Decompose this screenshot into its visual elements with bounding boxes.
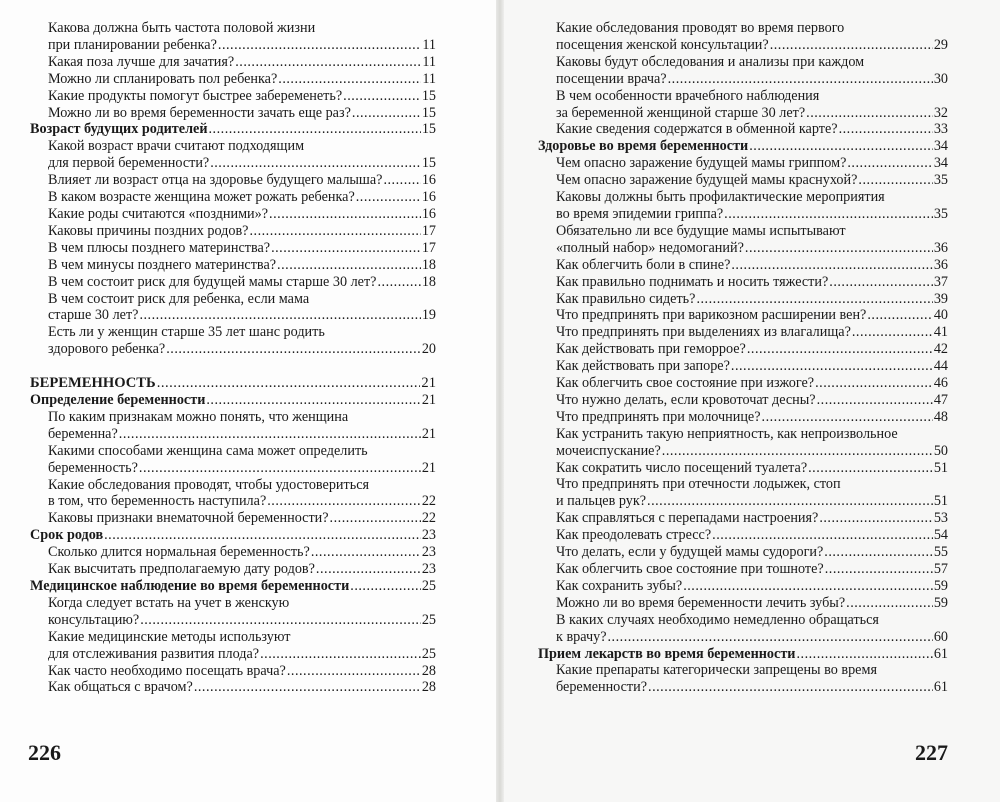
entry-page-number: 53 bbox=[933, 510, 948, 527]
entry-page-number: 59 bbox=[933, 577, 948, 594]
toc-entry bbox=[534, 257, 948, 274]
toc-entry bbox=[26, 291, 436, 325]
entry-title-line: Прием лекарств во время беременности bbox=[538, 645, 796, 662]
entry-page-number: 54 bbox=[933, 527, 948, 544]
entry-title-line: беременна? bbox=[48, 425, 118, 442]
entry-page-number: 28 bbox=[421, 679, 436, 696]
dot-leader bbox=[662, 443, 933, 460]
entry-page-number: 61 bbox=[933, 679, 948, 696]
dot-leader bbox=[762, 409, 933, 426]
dot-leader bbox=[731, 257, 932, 274]
entry-page-number: 23 bbox=[421, 544, 436, 561]
entry-title-line: Какова должна быть частота половой жизни bbox=[48, 20, 316, 36]
right-page bbox=[500, 0, 1000, 802]
dot-leader bbox=[852, 324, 933, 341]
entry-page-number: 60 bbox=[933, 628, 948, 645]
dot-leader bbox=[194, 679, 421, 696]
dot-leader bbox=[209, 121, 421, 138]
dot-leader bbox=[745, 240, 933, 257]
entry-page-number: 17 bbox=[421, 239, 436, 256]
dot-leader bbox=[796, 646, 932, 663]
entry-page-number: 11 bbox=[422, 36, 436, 53]
toc-entry bbox=[534, 392, 948, 409]
entry-title-line: Сколько длится нормальная беременность? bbox=[48, 544, 310, 561]
book-gutter bbox=[496, 0, 504, 802]
entry-title-line: В каком возрасте женщина может рожать ребенка? bbox=[48, 189, 355, 206]
entry-title-line: Когда следует встать на учет в женскую bbox=[48, 594, 290, 611]
entry-title-line: Есть ли у женщин старше 35 лет шанс родить bbox=[48, 324, 325, 341]
entry-page-number: 61 bbox=[933, 645, 948, 662]
toc-entry bbox=[534, 662, 948, 696]
dot-leader bbox=[647, 493, 933, 510]
dot-leader bbox=[316, 561, 421, 578]
entry-title-line: Как устранить такую неприятность, как непроизвольное bbox=[556, 425, 898, 442]
entry-title-line: Можно ли во время беременности лечить зубы? bbox=[556, 594, 846, 611]
toc-entry bbox=[26, 561, 436, 578]
toc-entry bbox=[534, 291, 948, 308]
dot-leader bbox=[119, 426, 421, 443]
toc-entry bbox=[26, 206, 436, 223]
toc-entry bbox=[26, 105, 436, 122]
dot-leader bbox=[817, 392, 933, 409]
toc-entry bbox=[534, 223, 948, 257]
entry-title-line: По каким признакам можно понять, что женщина bbox=[48, 408, 349, 425]
dot-leader bbox=[749, 138, 933, 155]
entry-page-number: 25 bbox=[421, 611, 436, 628]
dot-leader bbox=[683, 578, 933, 595]
entry-title-line: Обязательно ли все будущие мамы испытывают bbox=[556, 222, 846, 239]
dot-leader bbox=[608, 629, 933, 646]
entry-page-number: 21 bbox=[421, 459, 436, 476]
entry-title-line: Какой возраст врачи считают подходящим bbox=[48, 138, 305, 155]
dot-leader bbox=[806, 105, 933, 122]
entry-title-line: Как сократить число посещений туалета? bbox=[556, 459, 808, 476]
entry-title-line: Как преодолевать стресс? bbox=[556, 527, 712, 544]
entry-page-number: 59 bbox=[933, 594, 948, 611]
entry-title-line: Какие обследования проводят, чтобы удостовериться bbox=[48, 476, 370, 493]
entry-page-number: 25 bbox=[421, 645, 436, 662]
toc-entry bbox=[26, 477, 436, 511]
page-number: 227 bbox=[915, 740, 948, 765]
entry-page-number: 20 bbox=[421, 341, 436, 358]
toc-entry bbox=[534, 375, 948, 392]
entry-title-line: Как облегчить свое состояние при тошноте? bbox=[556, 561, 824, 577]
entry-title-line: Определение беременности bbox=[30, 392, 206, 409]
entry-title-line: посещения женской консультации? bbox=[556, 36, 769, 53]
entry-page-number: 39 bbox=[933, 290, 948, 307]
toc-entry bbox=[534, 341, 948, 358]
toc-entry bbox=[534, 307, 948, 324]
entry-page-number: 15 bbox=[421, 104, 436, 121]
toc-entry bbox=[26, 223, 436, 240]
dot-leader bbox=[267, 493, 421, 510]
toc-entry bbox=[534, 578, 948, 595]
dot-leader bbox=[218, 37, 421, 54]
dot-leader bbox=[377, 274, 420, 291]
toc-entry bbox=[26, 20, 436, 54]
toc-section-heading bbox=[534, 138, 948, 155]
toc-entry bbox=[534, 612, 948, 646]
entry-page-number: 17 bbox=[421, 222, 436, 239]
entry-page-number: 34 bbox=[933, 155, 948, 172]
entry-title-line: В каких случаях необходимо немедленно обращаться bbox=[556, 611, 879, 628]
entry-title-line: Каковы должны быть профилактические мероприятия bbox=[556, 189, 885, 206]
entry-title-line: консультацию? bbox=[48, 611, 140, 628]
entry-page-number: 16 bbox=[421, 189, 436, 206]
dot-leader bbox=[829, 274, 933, 291]
toc-entry bbox=[26, 240, 436, 257]
entry-page-number: 34 bbox=[933, 138, 948, 155]
entry-title-line: Здоровье во время беременности bbox=[538, 138, 749, 155]
toc-entry bbox=[26, 88, 436, 105]
entry-page-number: 23 bbox=[421, 561, 436, 578]
entry-title-line: В чем состоит риск для ребенка, если мама bbox=[48, 290, 310, 307]
dot-leader bbox=[287, 663, 421, 680]
dot-leader bbox=[770, 37, 933, 54]
dot-leader bbox=[206, 392, 420, 409]
entry-page-number: 37 bbox=[933, 273, 948, 290]
entry-page-number: 46 bbox=[933, 375, 948, 392]
toc-entry bbox=[534, 20, 948, 54]
toc-entry bbox=[534, 324, 948, 341]
toc-section-heading bbox=[26, 392, 436, 409]
entry-page-number: 42 bbox=[933, 341, 948, 358]
toc-entry bbox=[534, 172, 948, 189]
dot-leader bbox=[824, 544, 933, 561]
entry-title-line: Что нужно делать, если кровоточат десны? bbox=[556, 391, 816, 408]
dot-leader bbox=[166, 341, 421, 358]
dot-leader bbox=[383, 172, 420, 189]
entry-title-line: Как облегчить свое состояние при изжоге? bbox=[556, 375, 815, 392]
entry-title-line: Как облегчить боли в спине? bbox=[556, 256, 731, 273]
dot-leader bbox=[278, 71, 421, 88]
entry-title-line: «полный набор» недомоганий? bbox=[556, 239, 744, 256]
entry-page-number: 11 bbox=[422, 53, 436, 70]
dot-leader bbox=[731, 358, 933, 375]
entry-title-line: В чем состоит риск для будущей мамы старше 30 лет? bbox=[48, 273, 377, 290]
toc-entry bbox=[534, 561, 948, 578]
toc-entry bbox=[534, 460, 948, 477]
dot-leader bbox=[249, 223, 420, 240]
toc-entry bbox=[534, 155, 948, 172]
dot-leader bbox=[139, 460, 421, 477]
entry-page-number: 29 bbox=[933, 36, 948, 53]
toc-part-heading bbox=[26, 375, 436, 392]
entry-title-line: Влияет ли возраст отца на здоровье будущего малыша? bbox=[48, 172, 383, 189]
entry-title-line: и пальцев рук? bbox=[556, 493, 647, 510]
entry-title-line: Что делать, если у будущей мамы судороги? bbox=[556, 544, 824, 561]
entry-title-line: Что предпринять при варикозном расширении вен? bbox=[556, 307, 867, 324]
dot-leader bbox=[104, 527, 421, 544]
entry-title-line: Как справляться с перепадами настроения? bbox=[556, 510, 819, 527]
entry-page-number: 57 bbox=[933, 561, 948, 577]
entry-title-line: беременности? bbox=[556, 679, 648, 696]
toc-entry bbox=[26, 679, 436, 696]
entry-page-number: 35 bbox=[933, 205, 948, 222]
dot-leader bbox=[277, 257, 421, 274]
entry-title-line: Какие препараты категорически запрещены во время bbox=[556, 662, 877, 679]
dot-leader bbox=[139, 307, 420, 324]
toc-entry bbox=[26, 257, 436, 274]
entry-page-number: 15 bbox=[421, 87, 436, 104]
toc-entry bbox=[26, 595, 436, 629]
dot-leader bbox=[808, 460, 933, 477]
entry-title-line: Можно ли во время беременности зачать еще раз? bbox=[48, 104, 351, 121]
toc-entry bbox=[534, 274, 948, 291]
dot-leader bbox=[352, 105, 421, 122]
dot-leader bbox=[846, 595, 933, 612]
entry-title-line: при планировании ребенка? bbox=[48, 36, 217, 53]
entry-page-number: 22 bbox=[421, 493, 436, 510]
toc-entry bbox=[26, 663, 436, 680]
toc-entry bbox=[26, 138, 436, 172]
entry-page-number: 33 bbox=[933, 121, 948, 138]
toc-entry bbox=[534, 426, 948, 460]
toc-entry bbox=[26, 510, 436, 527]
entry-title-line: Что предпринять при молочнице? bbox=[556, 408, 761, 425]
entry-title-line: Какие сведения содержатся в обменной карте? bbox=[556, 121, 838, 138]
entry-page-number: 22 bbox=[421, 510, 436, 527]
toc-entry bbox=[534, 595, 948, 612]
dot-leader bbox=[260, 646, 421, 663]
toc-entry bbox=[534, 544, 948, 561]
toc-list bbox=[534, 20, 948, 696]
entry-title-line: старше 30 лет? bbox=[48, 307, 139, 324]
dot-leader bbox=[350, 578, 421, 595]
entry-title-line: к врачу? bbox=[556, 628, 607, 645]
entry-title-line: Как общаться с врачом? bbox=[48, 679, 193, 696]
entry-title-line: посещении врача? bbox=[556, 70, 667, 87]
entry-title-line: Срок родов bbox=[30, 527, 104, 544]
entry-title-line: Какая поза лучше для зачатия? bbox=[48, 53, 235, 70]
toc-entry bbox=[534, 189, 948, 223]
dot-leader bbox=[157, 375, 421, 392]
entry-title-line: для отслеживания развития плода? bbox=[48, 645, 260, 662]
entry-title-line: Чем опасно заражение будущей мамы краснухой? bbox=[556, 172, 858, 189]
entry-title-line: В чем минусы позднего материнства? bbox=[48, 256, 277, 273]
entry-page-number: 28 bbox=[421, 662, 436, 679]
entry-page-number: 35 bbox=[933, 172, 948, 189]
entry-title-line: Какими способами женщина сама может определить bbox=[48, 442, 368, 459]
entry-title-line: Как действовать при геморрое? bbox=[556, 341, 746, 358]
entry-title-line: Как сохранить зубы? bbox=[556, 577, 683, 594]
entry-page-number: 47 bbox=[933, 391, 948, 408]
toc-entry bbox=[26, 629, 436, 663]
entry-title-line: во время эпидемии гриппа? bbox=[556, 205, 724, 222]
entry-title-line: Как часто необходимо посещать врача? bbox=[48, 662, 286, 679]
dot-leader bbox=[210, 155, 421, 172]
entry-title-line: Что предпринять при отечности лодыжек, стоп bbox=[556, 476, 841, 493]
dot-leader bbox=[712, 527, 933, 544]
entry-title-line: В чем особенности врачебного наблюдения bbox=[556, 87, 820, 104]
toc-entry bbox=[26, 544, 436, 561]
dot-leader bbox=[747, 341, 933, 358]
entry-page-number: 36 bbox=[933, 256, 948, 273]
toc-entry bbox=[26, 189, 436, 206]
entry-title-line: Как правильно сидеть? bbox=[556, 290, 696, 307]
entry-page-number: 15 bbox=[421, 121, 436, 138]
entry-page-number: 32 bbox=[933, 104, 948, 121]
entry-title-line: Каковы будут обследования и анализы при каждом bbox=[556, 53, 865, 70]
entry-page-number: 30 bbox=[933, 70, 948, 87]
toc-entry bbox=[534, 527, 948, 544]
entry-page-number: 21 bbox=[421, 425, 436, 442]
entry-page-number: 15 bbox=[421, 155, 436, 172]
entry-page-number: 16 bbox=[421, 205, 436, 222]
dot-leader bbox=[269, 206, 421, 223]
toc-section-heading bbox=[26, 578, 436, 595]
entry-page-number: 23 bbox=[421, 527, 436, 544]
toc-list bbox=[26, 20, 436, 696]
toc-section-heading bbox=[534, 646, 948, 663]
entry-title-line: Каковы признаки внематочной беременности? bbox=[48, 510, 329, 527]
toc-entry bbox=[534, 358, 948, 375]
toc-entry bbox=[26, 54, 436, 71]
toc-entry bbox=[534, 88, 948, 122]
dot-leader bbox=[356, 189, 421, 206]
entry-title-line: здорового ребенка? bbox=[48, 341, 166, 358]
toc-entry bbox=[26, 443, 436, 477]
toc-entry bbox=[534, 476, 948, 510]
toc-entry bbox=[26, 324, 436, 358]
entry-title-line: Можно ли спланировать пол ребенка? bbox=[48, 70, 278, 87]
entry-page-number: 18 bbox=[421, 256, 436, 273]
entry-page-number: 11 bbox=[422, 70, 436, 87]
toc-entry bbox=[534, 121, 948, 138]
toc-entry bbox=[534, 409, 948, 426]
entry-page-number: 36 bbox=[933, 239, 948, 256]
entry-title-line: беременность? bbox=[48, 459, 138, 476]
toc-section-heading bbox=[26, 527, 436, 544]
entry-title-line: в том, что беременность наступила? bbox=[48, 493, 267, 510]
entry-page-number: 16 bbox=[421, 172, 436, 189]
entry-title-line: Какие роды считаются «поздними»? bbox=[48, 205, 269, 222]
dot-leader bbox=[696, 291, 932, 308]
entry-page-number: 41 bbox=[933, 324, 948, 341]
dot-leader bbox=[724, 206, 933, 223]
entry-title-line: Что предпринять при выделениях из влагалища? bbox=[556, 324, 851, 341]
dot-leader bbox=[847, 155, 932, 172]
entry-page-number: 18 bbox=[421, 273, 436, 290]
entry-page-number: 19 bbox=[421, 307, 436, 324]
toc-entry bbox=[26, 172, 436, 189]
entry-page-number: 48 bbox=[933, 408, 948, 425]
dot-leader bbox=[311, 544, 421, 561]
entry-page-number: 44 bbox=[933, 358, 948, 375]
dot-leader bbox=[343, 88, 421, 105]
entry-title-line: Какие обследования проводят во время первого bbox=[556, 20, 845, 36]
entry-title-line: за беременной женщиной старше 30 лет? bbox=[556, 104, 806, 121]
dot-leader bbox=[858, 172, 932, 189]
entry-title-line: Каковы причины поздних родов? bbox=[48, 222, 249, 239]
toc-entry bbox=[534, 510, 948, 527]
page-number: 226 bbox=[28, 740, 61, 765]
entry-title-line: Как правильно поднимать и носить тяжести? bbox=[556, 273, 829, 290]
dot-leader bbox=[668, 71, 933, 88]
dot-leader bbox=[815, 375, 933, 392]
entry-page-number: 55 bbox=[933, 544, 948, 561]
toc-entry bbox=[534, 54, 948, 88]
entry-title-line: Чем опасно заражение будущей мамы гриппом? bbox=[556, 155, 847, 172]
dot-leader bbox=[235, 54, 421, 71]
toc-section-heading bbox=[26, 121, 436, 138]
entry-page-number: 50 bbox=[933, 442, 948, 459]
entry-title-line: В чем плюсы позднего материнства? bbox=[48, 239, 271, 256]
entry-page-number: 21 bbox=[421, 375, 436, 392]
toc-entry bbox=[26, 409, 436, 443]
dot-leader bbox=[839, 121, 933, 138]
entry-title-line: БЕРЕМЕННОСТЬ bbox=[30, 375, 156, 392]
toc-entry bbox=[26, 71, 436, 88]
entry-page-number: 51 bbox=[933, 493, 948, 510]
entry-title-line: Медицинское наблюдение во время беременности bbox=[30, 578, 350, 594]
entry-page-number: 25 bbox=[421, 578, 436, 594]
dot-leader bbox=[140, 612, 421, 629]
entry-title-line: Как действовать при запоре? bbox=[556, 358, 730, 375]
dot-leader bbox=[648, 679, 933, 696]
entry-page-number: 51 bbox=[933, 459, 948, 476]
entry-title-line: Как высчитать предполагаемую дату родов? bbox=[48, 561, 315, 578]
dot-leader bbox=[867, 307, 932, 324]
entry-title-line: Какие продукты помогут быстрее забеременеть? bbox=[48, 87, 343, 104]
entry-page-number: 40 bbox=[933, 307, 948, 324]
entry-page-number: 21 bbox=[421, 392, 436, 409]
entry-title-line: для первой беременности? bbox=[48, 155, 210, 172]
entry-title-line: Возраст будущих родителей bbox=[30, 121, 208, 138]
toc-entry bbox=[26, 274, 436, 291]
dot-leader bbox=[271, 240, 421, 257]
entry-title-line: мочеиспускание? bbox=[556, 442, 661, 459]
entry-title-line: Какие медицинские методы используют bbox=[48, 628, 291, 645]
dot-leader bbox=[825, 561, 933, 578]
dot-leader bbox=[330, 510, 421, 527]
dot-leader bbox=[819, 510, 932, 527]
